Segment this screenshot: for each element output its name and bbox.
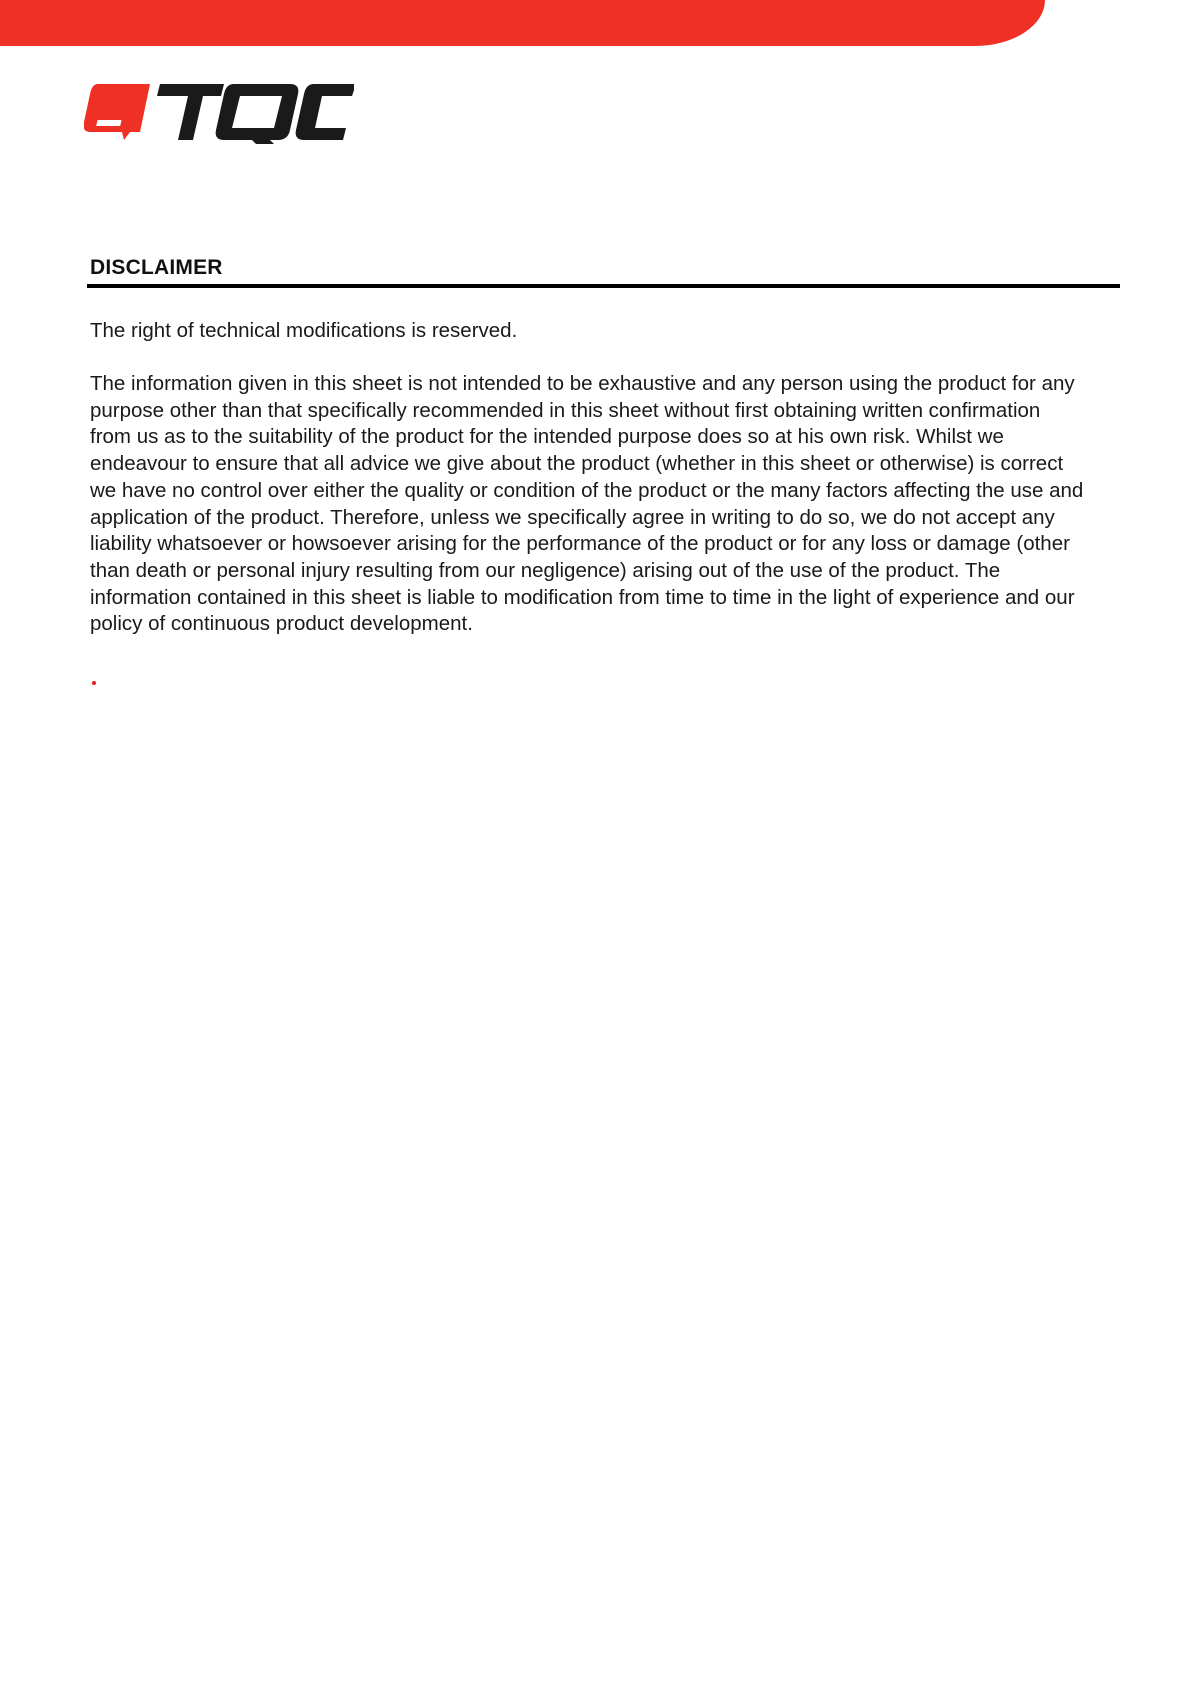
logo-letter-q xyxy=(216,84,299,144)
logo-letter-t xyxy=(157,84,224,140)
red-bullet-dot xyxy=(92,681,96,685)
logo-bubble-mark xyxy=(84,84,150,140)
disclaimer-line: than death or personal injury resulting from our negligence) arising out of the use of the product. The xyxy=(90,558,1001,582)
disclaimer-line: liability whatsoever or howsoever arising for the performance of the product or for any loss or damage (other xyxy=(90,532,1070,556)
tqc-logo-graphic xyxy=(84,80,354,144)
disclaimer-line: endeavour to ensure that all advice we give about the product (whether in this sheet or otherwise) is correct xyxy=(90,452,1064,476)
disclaimer-line: purpose other than that specifically recommended in this sheet without first obtaining written confirmation xyxy=(90,398,1041,422)
top-accent-band xyxy=(0,0,1045,46)
lead-paragraph: The right of technical modifications is reserved. xyxy=(90,319,518,342)
logo-letter-c xyxy=(296,84,354,140)
section-heading: DISCLAIMER xyxy=(90,256,223,279)
logo-dash xyxy=(96,120,121,126)
disclaimer-paragraph xyxy=(90,371,1120,638)
heading-rule xyxy=(87,284,1120,288)
disclaimer-line: information contained in this sheet is liable to modification from time to time in the light of experience and our xyxy=(90,585,1075,609)
disclaimer-line: application of the product. Therefore, unless we specifically agree in writing to do so, we do not accept any xyxy=(90,505,1055,529)
disclaimer-line: from us as to the suitability of the product for the intended purpose does so at his own risk. Whilst we xyxy=(90,425,1004,449)
disclaimer-line: we have no control over either the quality or condition of the product or the many factors affecting the use and xyxy=(90,478,1084,502)
disclaimer-line: The information given in this sheet is not intended to be exhaustive and any person using the product for any xyxy=(90,372,1075,395)
tqc-logo xyxy=(84,80,354,144)
disclaimer-line: policy of continuous product development. xyxy=(90,612,473,636)
